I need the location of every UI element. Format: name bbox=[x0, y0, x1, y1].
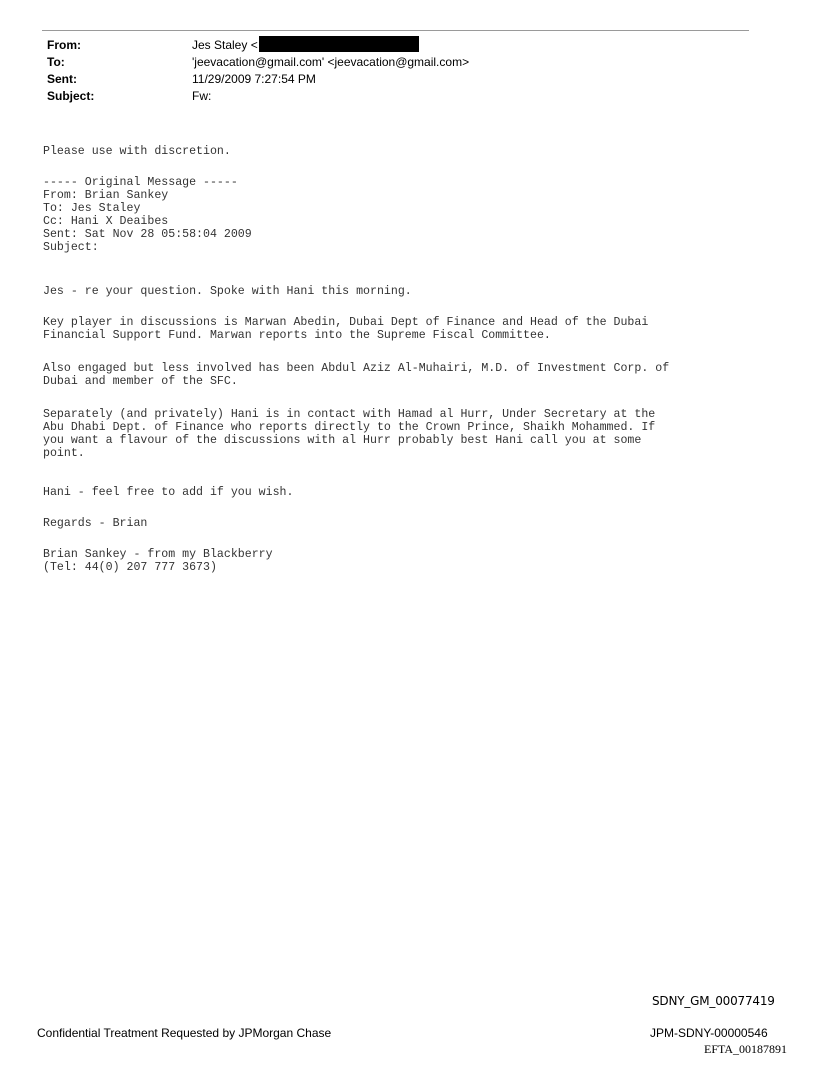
from-value-text: Jes Staley < bbox=[192, 38, 258, 53]
subject-label: Subject: bbox=[47, 89, 95, 103]
sent-label: Sent: bbox=[47, 72, 77, 86]
body-paragraph-3: Also engaged but less involved has been Abdul Aziz Al-Muhairi, M.D. of Investment Corp. of Dubai and member of the SFC. bbox=[43, 362, 670, 388]
redaction-box bbox=[259, 36, 419, 52]
confidential-footer: Confidential Treatment Requested by JPMorgan Chase bbox=[37, 1026, 332, 1040]
body-paragraph-1: Jes - re your question. Spoke with Hani this morning. bbox=[43, 285, 412, 298]
subject-value: Fw: bbox=[192, 89, 212, 103]
signature-block: Brian Sankey - from my Blackberry (Tel: 44(0) 207 777 3673) bbox=[43, 548, 273, 574]
bates-number-sdny: SDNY_GM_00077419 bbox=[652, 994, 775, 1008]
to-value: 'jeevacation@gmail.com' <jeevacation@gmail.com> bbox=[192, 55, 470, 69]
closing-line: Regards - Brian bbox=[43, 517, 148, 530]
intro-line: Please use with discretion. bbox=[43, 145, 231, 158]
sent-value: 11/29/2009 7:27:54 PM bbox=[192, 72, 316, 86]
efta-number: EFTA_00187891 bbox=[704, 1042, 788, 1056]
original-message-header: ----- Original Message ----- From: Brian Sankey To: Jes Staley Cc: Hani X Deaibes Sent: Sat Nov 28 05:58:04 2009 Subject: bbox=[43, 176, 252, 254]
to-label: To: bbox=[47, 55, 65, 69]
body-paragraph-5: Hani - feel free to add if you wish. bbox=[43, 486, 294, 499]
body-paragraph-4: Separately (and privately) Hani is in contact with Hamad al Hurr, Under Secretary at the Abu Dhabi Dept. of Finance who reports directly to the Crown Prince, Shaikh Mohammed. If you want a flavour of the discussions with al Hurr probably best Hani call you at some point. bbox=[43, 408, 656, 460]
from-value bbox=[192, 38, 419, 54]
bates-number-jpm: JPM-SDNY-00000546 bbox=[650, 1026, 768, 1040]
from-label: From: bbox=[47, 38, 81, 52]
header-divider bbox=[42, 30, 749, 31]
body-paragraph-2: Key player in discussions is Marwan Abedin, Dubai Dept of Finance and Head of the Dubai Financial Support Fund. Marwan reports into the Supreme Fiscal Committee. bbox=[43, 316, 649, 342]
